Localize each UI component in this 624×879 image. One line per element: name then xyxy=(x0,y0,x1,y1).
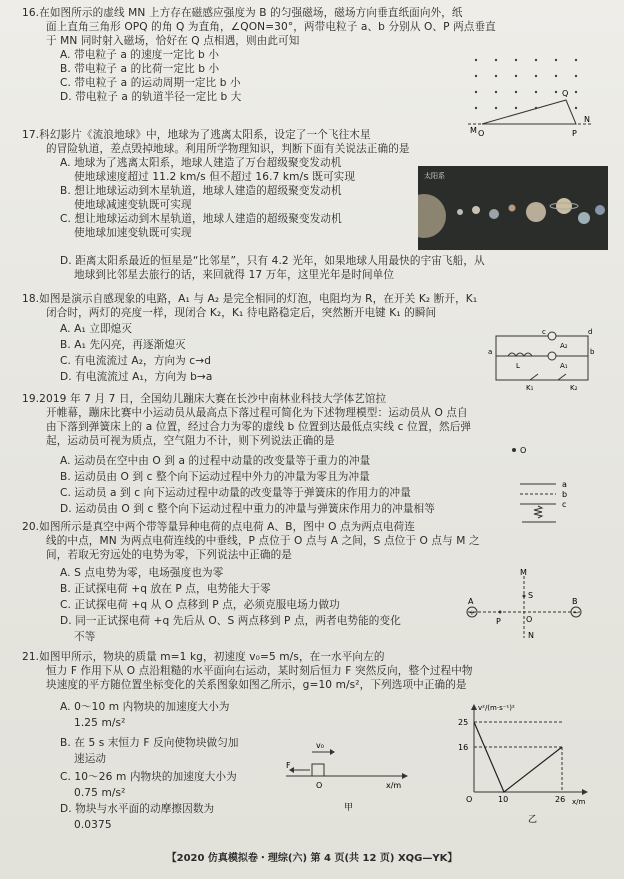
q17-option-b-1: B. 想让地球运动到木星轨道，地球人建造的超级聚变发动机 xyxy=(60,185,342,197)
q19-label-c: c xyxy=(562,500,567,509)
q17-option-c-2: 使地球加速变轨既可实现 xyxy=(74,227,192,239)
q21-yi-ytick-25: 25 xyxy=(458,718,469,727)
q16-option-d: D. 带电粒子 a 的轨道半径一定比 b 大 xyxy=(60,91,242,103)
q19-stem-3: 由下落到弹簧床上的 a 位置，经过合力为零的虚线 b 位置到达最低点实线 c 位置，然后弹 xyxy=(46,421,472,433)
q18-label-l: L xyxy=(516,362,520,370)
q19-label-o: O xyxy=(520,446,527,455)
q18-option-c: C. 有电流流过 A₂，方向为 c→d xyxy=(60,355,212,367)
q18-label-k1: K₁ xyxy=(526,384,534,392)
q21-yi-xtick-o: O xyxy=(466,795,473,804)
solar-system-image xyxy=(418,166,608,250)
q18-label-k2: K₂ xyxy=(570,384,578,392)
q21-yi-ylabel: v²/(m·s⁻¹)² xyxy=(478,704,515,712)
q19-option-b: B. 运动员由 O 到 c 整个向下运动过程中外力的冲量为零且为冲量 xyxy=(60,471,370,483)
q17-option-c-1: C. 想让地球运动到木星轨道，地球人建造的超级聚变发动机 xyxy=(60,213,342,225)
q21-stem-3: 块速度的平方随位置坐标变化的关系图象如图乙所示，g=10 m/s²，下列选项中正确的是 xyxy=(46,679,467,691)
q17-stem-1: 17.科幻影片《流浪地球》中，地球为了逃离太阳系，设定了一个飞往木星 xyxy=(22,129,371,141)
q18-label-a2: A₂ xyxy=(560,342,568,350)
q21-yi-xlabel: x/m xyxy=(572,798,586,806)
q21-yi-ytick-16: 16 xyxy=(458,743,469,752)
q20-label-b: B xyxy=(572,597,578,606)
q21-stem-2: 恒力 F 作用下从 O 点沿粗糙的水平面向右运动，某时刻后恒力 F 突然反向，整个过程中物 xyxy=(46,665,473,677)
q17-option-d-1: D. 距离太阳系最近的恒星是“比邻星”，只有 4.2 光年，如果地球人用最快的宇宙飞船，从 xyxy=(60,255,485,267)
q21-option-a-2: 1.25 m/s² xyxy=(74,717,126,729)
q20-option-d-2: 不等 xyxy=(74,631,96,643)
page-footer: 【2020 仿真模拟卷・理综(六) 第 4 页(共 12 页) XQG—YK】 xyxy=(166,853,458,864)
svg-text:−: − xyxy=(573,609,579,617)
q18-label-b: b xyxy=(590,348,595,356)
q21-jia-label-x: x/m xyxy=(386,781,402,790)
svg-text:+: + xyxy=(469,609,475,617)
q21-figure-jia xyxy=(282,738,414,814)
q18-option-b: B. A₁ 先闪亮，再逐渐熄灭 xyxy=(60,339,186,351)
q20-stem-2: 线的中点，MN 为两点电荷连线的中垂线，P 点位于 O 点与 A 之间，S 点位于 O 点与 M 之 xyxy=(46,535,480,547)
q16-label-n: N xyxy=(584,115,590,124)
q16-label-p: P xyxy=(572,129,577,138)
q16-magnetic-field-figure xyxy=(466,52,596,142)
q18-label-a: a xyxy=(488,348,493,356)
q17-option-a-1: A. 地球为了逃离太阳系，地球人建造了万台超级聚变发动机 xyxy=(60,157,342,169)
q19-option-a: A. 运动员在空中由 O 到 a 的过程中动量的改变量等于重力的冲量 xyxy=(60,455,371,467)
q18-option-d: D. 有电流流过 A₁，方向为 b→a xyxy=(60,371,213,383)
q18-option-a: A. A₁ 立即熄灭 xyxy=(60,323,133,335)
q20-label-p: P xyxy=(496,617,501,626)
q21-jia-label-f: F xyxy=(286,761,291,770)
q16-label-m: M xyxy=(470,126,477,135)
q16-label-q: Q xyxy=(562,89,569,98)
q20-label-a: A xyxy=(468,597,474,606)
q17-option-b-2: 使地球减速变轨既可实现 xyxy=(74,199,192,211)
q19-label-b: b xyxy=(562,490,568,499)
q17-option-a-2: 使地球速度超过 11.2 km/s 但不超过 16.7 km/s 既可实现 xyxy=(74,171,356,183)
q18-label-a1: A₁ xyxy=(560,362,568,370)
q21-yi-caption: 乙 xyxy=(528,815,538,825)
q21-option-d-1: D. 物块与水平面的动摩擦因数为 xyxy=(60,803,215,815)
q20-option-c: C. 正试探电荷 +q 从 O 点移到 P 点，必须克服电场力做功 xyxy=(60,599,340,611)
q21-option-a-1: A. 0～10 m 内物块的加速度大小为 xyxy=(60,701,230,713)
q20-label-n: N xyxy=(528,631,534,640)
q17-stem-2: 的冒险轨道，差点毁掉地球。利用所学物理知识，判断下面有关说法正确的是 xyxy=(46,143,410,155)
q20-label-m: M xyxy=(520,568,527,577)
q19-stem-4: 起，运动员可视为质点，空气阻力不计，则下列说法正确的是 xyxy=(46,435,335,447)
q19-label-a: a xyxy=(562,480,567,489)
q20-label-o: O xyxy=(526,615,533,624)
q20-charges-figure xyxy=(460,566,588,640)
q19-stem-2: 开帷幕，蹦床比赛中小运动员从最高点下落过程可简化为下述物理模型：运动员从 O 点自 xyxy=(46,407,468,419)
q20-option-a: A. S 点电势为零，电场强度也为零 xyxy=(60,567,224,579)
q21-yi-xtick-10: 10 xyxy=(498,795,509,804)
q21-yi-xtick-26: 26 xyxy=(555,795,566,804)
q21-option-b-2: 速运动 xyxy=(74,753,107,765)
q21-figure-yi xyxy=(452,700,592,828)
q19-trampoline-figure xyxy=(500,440,580,530)
q20-label-s: S xyxy=(528,591,534,600)
q18-label-d: d xyxy=(588,328,593,336)
q21-jia-caption: 甲 xyxy=(344,803,354,813)
q16-stem-1: 16.在如图所示的虚线 MN 上方存在磁感应强度为 B 的匀强磁场，磁场方向垂直纸面向外，纸 xyxy=(22,7,463,19)
q16-stem-2: 面上直角三角形 OPQ 的角 Q 为直角，∠QON=30°，两带电粒子 a、b 分别从 O、P 两点垂直 xyxy=(46,21,496,33)
q21-option-d-2: 0.0375 xyxy=(74,819,112,831)
q21-option-c-1: C. 10～26 m 内物块的加速度大小为 xyxy=(60,771,237,783)
q16-stem-3: 于 MN 同时射入磁场，恰好在 Q 点相遇，则由此可知 xyxy=(46,35,300,47)
q18-label-c: c xyxy=(542,328,546,336)
q20-stem-3: 间，若取无穷远处的电势为零，下列说法中正确的是 xyxy=(46,549,292,561)
q19-stem-1: 19.2019 年 7 月 7 日，全国幼儿蹦床大赛在长沙中南林业科技大学体艺馆拉 xyxy=(22,393,387,405)
q17-option-d-2: 地球到比邻星去旅行的话，来回就得 17 万年，这里光年是时间单位 xyxy=(74,269,395,281)
q18-circuit-figure xyxy=(482,326,602,392)
q21-stem-1: 21.如图甲所示，物块的质量 m=1 kg，初速度 v₀=5 m/s，在一水平向左的 xyxy=(22,651,385,663)
q19-option-d: D. 运动员由 O 到 c 整个向下运动过程中重力的冲量与弹簧床作用力的冲量相等 xyxy=(60,503,435,515)
q16-option-c: C. 带电粒子 a 的运动周期一定比 b 小 xyxy=(60,77,241,89)
q17-image-label: 太阳系 xyxy=(424,172,445,180)
q21-option-c-2: 0.75 m/s² xyxy=(74,787,126,799)
q16-option-b: B. 带电粒子 a 的比荷一定比 b 小 xyxy=(60,63,220,75)
q18-stem-1: 18.如图是演示自感现象的电路，A₁ 与 A₂ 是完全相同的灯泡，电阻均为 R，在开关 K₂ 断开，K₁ xyxy=(22,293,478,305)
q20-option-d-1: D. 同一正试探电荷 +q 先后从 O、S 两点移到 P 点，两者电势能的变化 xyxy=(60,615,401,627)
q20-stem-1: 20.如图所示是真空中两个带等量异种电荷的点电荷 A、B，图中 O 点为两点电荷连 xyxy=(22,521,415,533)
q21-jia-label-o: O xyxy=(316,781,323,790)
q16-label-o: O xyxy=(478,129,485,138)
q18-stem-2: 闭合时，两灯的亮度一样，现闭合 K₂，K₁ 待电路稳定后，突然断开电键 K₁ 的瞬间 xyxy=(46,307,437,319)
q20-option-b: B. 正试探电荷 +q 放在 P 点，电势能大于零 xyxy=(60,583,271,595)
q21-jia-label-v0: v₀ xyxy=(316,741,324,750)
q21-option-b-1: B. 在 5 s 末恒力 F 反向使物块做匀加 xyxy=(60,737,239,749)
q19-option-c: C. 运动员 a 到 c 向下运动过程中动量的改变量等于弹簧床的作用力的冲量 xyxy=(60,487,411,499)
q16-option-a: A. 带电粒子 a 的速度一定比 b 小 xyxy=(60,49,220,61)
